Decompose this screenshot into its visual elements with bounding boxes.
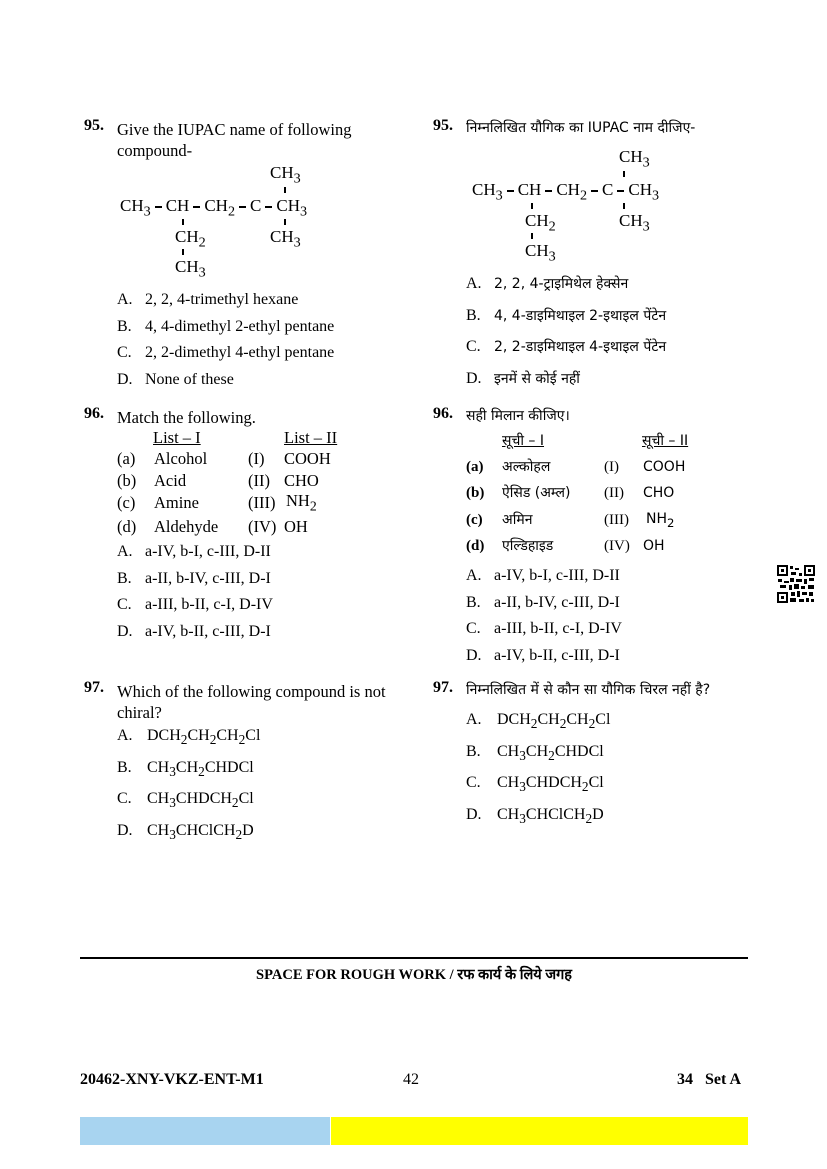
- q95-options: [117, 291, 334, 397]
- q95-hi-option-b[interactable]: B. 4, 4-डाइमिथाइल 2-इथाइल पेंटेन: [466, 306, 667, 324]
- row-formula: OH: [284, 517, 308, 536]
- row-formula: COOH: [643, 459, 686, 475]
- q95-number: 95.: [84, 117, 104, 134]
- row-formula: COOH: [284, 449, 331, 468]
- q95-hi-option-c[interactable]: C. 2, 2-डाइमिथाइल 4-इथाइल पेंटेन: [466, 338, 667, 355]
- row-formula: $NH_2$: [286, 491, 317, 514]
- footer-set: 34 Set A: [677, 1071, 741, 1088]
- rough-work-divider: [80, 957, 748, 959]
- q97-hi-text: निम्नलिखित में से कौन सा यौगिक चिरल नहीं है?: [466, 682, 711, 698]
- q95-option-c[interactable]: C. 2, 2-dimethyl 4-ethyl pentane: [117, 344, 335, 361]
- q95-structure: [120, 163, 380, 281]
- q96-hi-options: [466, 567, 622, 673]
- q95-text: Give the IUPAC name of following compound-: [117, 120, 352, 160]
- list2-head: सूची – II: [642, 433, 689, 449]
- q96-option-d[interactable]: D. a-IV, b-II, c-III, D-I: [117, 622, 271, 640]
- list2-head: List – II: [284, 428, 338, 447]
- row-roman: (III): [604, 512, 629, 528]
- q96-number: 96.: [84, 405, 104, 422]
- q97-hi-option-a[interactable]: A. $DCH_2CH_2CH_2Cl$: [466, 711, 611, 732]
- q96-text: Match the following.: [117, 408, 256, 427]
- struct-sub-ch2: $CH_2$: [175, 227, 206, 251]
- q97-option-a[interactable]: A. $DCH_2CH_2CH_2Cl$: [117, 727, 261, 748]
- list1-head: सूची – I: [502, 433, 545, 449]
- row-roman: (I): [604, 459, 619, 475]
- q97-option-d[interactable]: D. $CH_3CHClCH_2D$: [117, 821, 254, 842]
- row-value: अल्कोहल: [502, 459, 551, 475]
- q96-options: [117, 543, 273, 649]
- q97-text: Which of the following compound is not chiral?: [117, 682, 386, 722]
- row-key: (b): [466, 485, 485, 501]
- row-value: ऐसिड (अम्ल): [502, 485, 571, 501]
- row-formula: CHO: [284, 471, 319, 490]
- q96-hi-option-b[interactable]: B. a-II, b-IV, c-III, D-I: [466, 593, 620, 611]
- row-roman: (II): [248, 471, 270, 490]
- q96-option-a[interactable]: A. a-IV, b-I, c-III, D-II: [117, 543, 271, 560]
- row-roman: (II): [604, 485, 624, 501]
- footer-code: 20462-XNY-VKZ-ENT-M1: [80, 1071, 264, 1088]
- q95-hi-option-a[interactable]: A. 2, 2, 4-ट्राइमिथेल हेक्सेन: [466, 275, 629, 292]
- row-key: (a): [117, 449, 136, 468]
- q97-hi-number: 97.: [433, 679, 453, 696]
- q96-option-b[interactable]: B. a-II, b-IV, c-III, D-I: [117, 569, 271, 587]
- page-number: 42: [403, 1071, 419, 1088]
- row-key: (b): [117, 471, 137, 490]
- row-value: Acid: [154, 471, 187, 490]
- struct-main-chain: $CH_3$ CH $CH_2$ C $CH_3$: [472, 180, 660, 204]
- row-formula: CHO: [643, 485, 675, 501]
- q97-hi-option-d[interactable]: D. $CH_3CHClCH_2D$: [466, 805, 604, 826]
- row-formula: OH: [643, 538, 665, 554]
- row-value: एल्डिहाइड: [502, 538, 554, 554]
- q96-hi-option-a[interactable]: A. a-IV, b-I, c-III, D-II: [466, 567, 620, 584]
- row-roman: (I): [248, 449, 265, 468]
- q95-hi-text: निम्नलिखित यौगिक का IUPAC नाम दीजिए-: [466, 120, 696, 136]
- q95-option-d[interactable]: D. None of these: [117, 370, 234, 388]
- q97-hi-option-b[interactable]: B. $CH_3CH_2CHDCl$: [466, 742, 604, 763]
- q96-hi-text: सही मिलान कीजिए।: [466, 408, 570, 424]
- row-formula: $NH_2$: [646, 511, 675, 530]
- row-key: (c): [466, 512, 483, 528]
- q96-hi-number: 96.: [433, 405, 453, 422]
- struct-sub-ch3: $CH_3$: [175, 257, 206, 281]
- q96-hi-match-table: [466, 431, 746, 561]
- list1-head: List – I: [153, 428, 201, 447]
- q96-option-c[interactable]: C. a-III, b-II, c-I, D-IV: [117, 596, 273, 613]
- q97-option-b[interactable]: B. $CH_3CH_2CHDCl$: [117, 758, 254, 779]
- row-key: (d): [466, 538, 485, 554]
- row-key: (d): [117, 517, 137, 536]
- q95-hi-number: 95.: [433, 117, 453, 134]
- struct-sub-ch3: $CH_3$: [525, 241, 556, 265]
- q95-option-b[interactable]: B. 4, 4-dimethyl 2-ethyl pentane: [117, 317, 335, 335]
- row-value: Amine: [154, 493, 199, 512]
- row-value: Alcohol: [154, 449, 208, 468]
- q95-hi-option-d[interactable]: D. इनमें से कोई नहीं: [466, 369, 580, 387]
- qr-code-icon: [776, 564, 816, 604]
- row-key: (c): [117, 493, 136, 512]
- struct-bottom-ch3: $CH_3$: [619, 211, 650, 235]
- q96-match-table: [117, 428, 377, 538]
- q95-hi-options: [466, 274, 666, 400]
- q95-hi-structure: [472, 147, 732, 265]
- q97-hi-option-c[interactable]: C. $CH_3CHDCH_2Cl$: [466, 774, 604, 795]
- rough-work-title: SPACE FOR ROUGH WORK / रफ कार्य के लिये जगह: [256, 967, 572, 983]
- row-roman: (IV): [248, 517, 277, 536]
- struct-bottom-ch3: $CH_3$: [270, 227, 301, 251]
- q96-hi-option-d[interactable]: D. a-IV, b-II, c-III, D-I: [466, 646, 620, 664]
- struct-sub-ch2: $CH_2$: [525, 211, 556, 235]
- row-key: (a): [466, 459, 484, 475]
- row-value: अमिन: [502, 512, 533, 528]
- row-value: Aldehyde: [154, 517, 219, 536]
- q97-options: [117, 727, 260, 853]
- footer-bar-blue: [80, 1117, 330, 1145]
- q95-option-a[interactable]: A. 2, 2, 4-trimethyl hexane: [117, 291, 299, 308]
- row-roman: (III): [248, 493, 276, 512]
- q97-option-c[interactable]: C. $CH_3CHDCH_2Cl$: [117, 790, 254, 811]
- struct-top-ch3: $CH_3$: [619, 147, 650, 171]
- q97-hi-options: [466, 711, 610, 837]
- q96-hi-option-c[interactable]: C. a-III, b-II, c-I, D-IV: [466, 620, 622, 637]
- struct-main-chain: $CH_3$ CH $CH_2$ C $CH_3$: [120, 196, 308, 220]
- struct-top-ch3: $CH_3$: [270, 163, 301, 187]
- q97-number: 97.: [84, 679, 104, 696]
- row-roman: (IV): [604, 538, 630, 554]
- footer-bar-yellow: [331, 1117, 748, 1145]
